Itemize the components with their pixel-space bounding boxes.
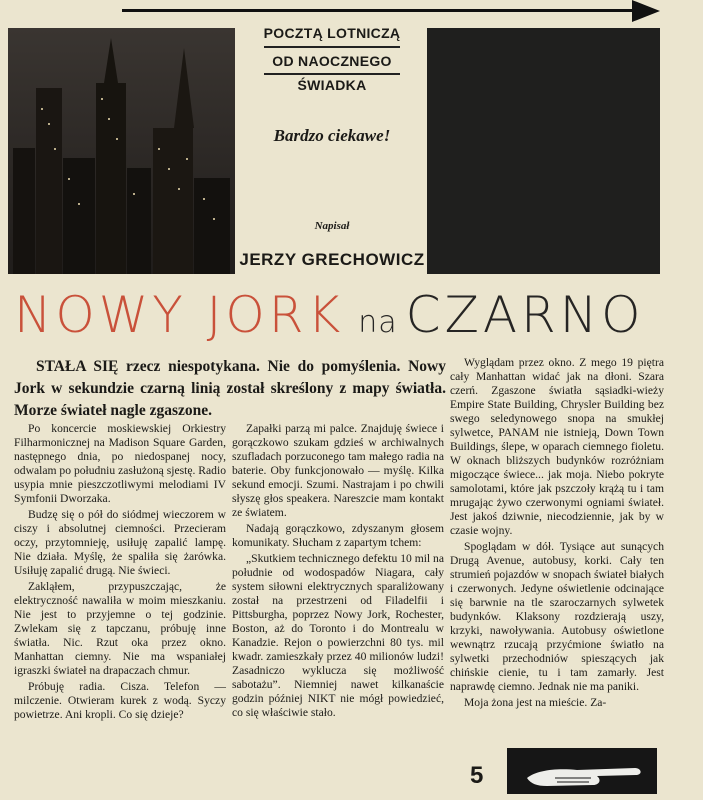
lead-paragraph: STAŁA SIĘ rzecz niespotykana. Nie do pomyślenia. Nowy Jork w sekundzie czarną linią został skreślony z mapy światła. Morze świateł nagle zgaszone. — [14, 358, 446, 419]
hand-illustration — [507, 748, 657, 794]
column-1 — [14, 422, 226, 722]
paragraph: Po koncercie moskiewskiej Orkiestry Filharmonicznej na Madison Square Garden, następnego dnia, po niedospanej nocy, odwalam po południu zasłużoną sjestę. Radio usypia mnie pieszczotliwymi melodiami IV Symfonii Dworzaka. — [14, 422, 226, 505]
paragraph: Wyglądam przez okno. Z mego 19 piętra cały Manhattan widać jak na dłoni. Szara czerń. Zgaszone światła sąsiadki-wieży Empire State Building, Chrysler Building bez swego seledynowego snopa na smukłej sylwetce, PANAM nie istnieją, Down Town Buildings, ślepe, w oparach ciemnego fioletu. W oknach bliższych budynków rozróżniam migoczące świece... jak moja. Niebo pokryte samolotami, które jak pszczoły krążą tu i tam mrugając żywo czerwonymi ogniami świateł. Jest jakoś dziwnie, niecodziennie, jak by w czasie wojny. — [450, 356, 664, 537]
tagline: Bardzo ciekawe! — [273, 126, 391, 145]
paragraph: Próbuję radia. Cisza. Telefon — milczenie. Otwieram kurek z wodą. Syczy powietrze. Ani kropli. Co się dzieje? — [14, 680, 226, 721]
title-part-1: NOWY JORK — [14, 286, 345, 344]
article-title — [14, 286, 645, 344]
author-name: JERZY GRECHOWICZ — [239, 250, 425, 269]
title-part-2: na — [358, 305, 398, 340]
kicker-rule — [264, 46, 400, 48]
kicker-line-2: OD NAOCZNEGO — [272, 53, 392, 69]
byline-label: Napisał — [314, 220, 350, 232]
paragraph: Zapałki parzą mi palce. Znajduję świece i gorączkowo szukam gdzieś w archiwalnych szufladach porzuconego tam małego radia na baterie. Oby funkcjonowało — myślę. Kilka sekund emocji. Szumi. Nastrajam i po chwili słyszę głos speakera. Nareszcie mam kontakt ze światem. — [232, 422, 444, 519]
kicker-line-1: POCZTĄ LOTNICZĄ — [263, 25, 401, 41]
paragraph: Zakląłem, przypuszczając, że elektryczność nawaliła w moim mieszkaniu. Nie jest to przyjemne o tej godzinie. Zwlekam się z tapczanu, próbuję inne światła. Nic. Rzut oka przez okno. Manhattan ciemny. Nie ma wspaniałej igraszki świateł na drapaczach chmur. — [14, 580, 226, 677]
header-arrow-line — [122, 9, 637, 12]
new-york-skyline-photo — [8, 28, 235, 274]
dark-city-photo — [427, 28, 660, 274]
kicker-line-3: ŚWIADKA — [297, 77, 367, 93]
column-3 — [450, 356, 664, 710]
skyline-illustration — [8, 28, 235, 274]
column-2 — [232, 422, 444, 720]
paragraph: Moja żona jest na mieście. Za- — [464, 696, 607, 709]
page-number: 5 — [470, 762, 484, 789]
paragraph: Spoglądam w dół. Tysiące aut sunących Drugą Avenue, autobusy, korki. Cały ten strumień pojazdów w snopach świateł białych i czerwonych. Jedyne oświetlenie odcinające się barwnie na tle szaroczarnych sylwetek budynków. Klaksony rozdzierają uszy, krzyki, nawoływania. Autobusy oświetlone wewnątrz rzucają przyćmione światło na sylwetki przechodniów spieszących jak chińskie cienie, tu i tam zamarły. Jest naprawdę ciemno. Jednak nie ma paniki. — [450, 540, 664, 693]
paragraph: Budzę się o pół do siódmej wieczorem w ciszy i absolutnej ciemności. Przecieram oczy, przytomnieję, usiłuję zapalić lampę. Nie działa. Myślę, że spaliła się żarówka. Usiłuję zapalić drugą. Nie świeci. — [14, 508, 226, 577]
header-arrow-head — [632, 0, 660, 22]
pointing-hand-icon — [507, 748, 657, 794]
paragraph: „Skutkiem technicznego defektu 10 mil na południe od wodospadów Niagara, cały system siłowni elektrycznych sparaliżowany został na przestrzeni od Filadelfii i Pittsburgha, poprzez Nowy Jork, Rochester, Boston, aż do Toronto i do Montrealu w Kanadzie. Rejon o powierzchni 80 tys. mil kwadr. zamieszkały przez 40 milionów ludzi! Zasadniczo wyklucza się możliwość sabotażu”. Niemniej nawet kilkanaście godzin później NIKT nie mógł powiedzieć, co się właściwie stało. — [232, 552, 444, 719]
paragraph: Nadają gorączkowo, zdyszanym głosem komunikaty. Słucham z zapartym tchem: — [232, 522, 444, 549]
title-part-3: CZARNO — [405, 286, 645, 344]
